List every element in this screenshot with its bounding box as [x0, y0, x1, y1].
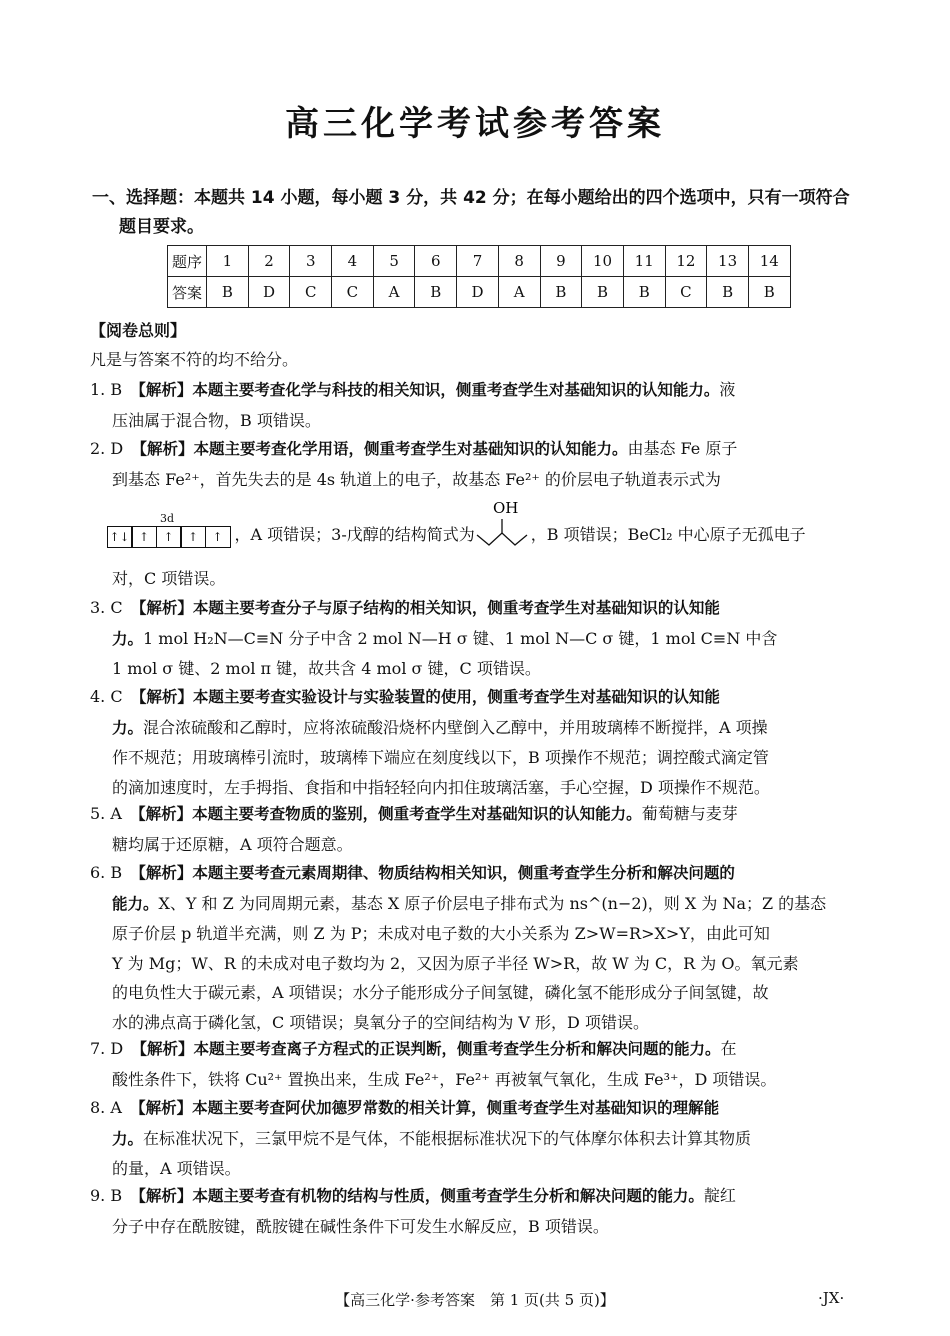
answer-cell: B	[540, 277, 582, 308]
item-number: 6. B	[90, 863, 123, 882]
oh-label: OH	[492, 500, 519, 517]
answer-table-number-row	[168, 246, 791, 277]
answer-cell: C	[332, 277, 374, 308]
item-text: ，B 项错误；BeCl₂ 中心原子无孤电子	[530, 525, 806, 544]
item-text: 的滴加速度时，左手拇指、食指和中指轻轻向内扣住玻璃活塞，手心空握，D 项操作不规范。	[112, 777, 770, 797]
explanation-item-9	[90, 1181, 862, 1241]
explanation-item-8	[90, 1093, 862, 1184]
item-number: 4. C	[90, 687, 123, 706]
explanation-item-2-tail: 对，C 项错误。	[112, 569, 226, 588]
item-number: 1. B	[90, 380, 123, 399]
answer-cell: B	[623, 277, 665, 308]
item-text: 原子价层 p 轨道半充满，则 Z 为 P；未成对电子数的大小关系为 Z>W=R>X>Y，由此可知	[112, 924, 770, 943]
item-text: 的量，A 项错误。	[112, 1159, 241, 1178]
section-heading-line2: 题目要求。	[119, 217, 204, 237]
grading-text: 凡是与答案不符的均不给分。	[90, 350, 299, 369]
item-analysis-bold: 能力。	[112, 894, 159, 913]
pentanol-structure	[475, 500, 531, 551]
item-number: 5. A	[90, 804, 122, 823]
question-number-cell: 3	[290, 246, 332, 277]
question-number-cell: 6	[415, 246, 457, 277]
item-text: ，A 项错误；3-戊醇的结构简式为	[234, 525, 475, 544]
item-analysis-bold: 力。	[112, 718, 144, 737]
explanation-item-2	[90, 434, 862, 494]
item-analysis-bold: 【解析】本题主要考查物质的鉴别，侧重考查学生对基础知识的认知能力。	[137, 805, 642, 823]
answer-cell: B	[582, 277, 624, 308]
item-analysis-bold: 力。	[112, 629, 144, 648]
answer-table-answer-row	[168, 277, 791, 308]
answer-row-header: 答案	[168, 277, 207, 308]
item-analysis-bold: 【解析】本题主要考查实验设计与实验装置的使用，侧重考查学生对基础知识的认知能	[138, 688, 720, 706]
answer-cell: B	[207, 277, 249, 308]
item-line	[90, 624, 862, 655]
item-text: 由基态 Fe 原子	[627, 439, 738, 458]
question-number-cell: 12	[665, 246, 707, 277]
item-text: 在标准状况下，三氯甲烷不是气体，不能根据标准状况下的气体摩尔体积去计算其物质	[143, 1128, 752, 1148]
item-text: 葡萄糖与麦芽	[641, 804, 738, 823]
question-number-cell: 8	[498, 246, 540, 277]
item-analysis-bold: 【解析】本题主要考查阿伏加德罗常数的相关计算，侧重考查学生对基础知识的理解能	[137, 1099, 720, 1117]
explanation-item-4	[90, 682, 862, 802]
orbital-box: ↑↓	[107, 526, 133, 548]
answer-cell: B	[748, 277, 790, 308]
orbital-box: ↑	[180, 526, 206, 548]
explanation-item-7	[90, 1034, 862, 1094]
answer-table	[167, 245, 791, 308]
item-number: 2. D	[90, 439, 124, 458]
question-number-cell: 4	[332, 246, 374, 277]
page-title: 高三化学考试参考答案	[285, 104, 665, 144]
item-text: X、Y 和 Z 为同周期元素，基态 X 原子价层电子排布式为 ns^(n−2)，则 X 为 Na；Z 的基态	[158, 893, 827, 913]
item-analysis-bold: 【解析】本题主要考查元素周期律、物质结构相关知识，侧重考查学生分析和解决问题的	[138, 864, 735, 882]
question-number-cell: 13	[707, 246, 749, 277]
answer-cell: B	[707, 277, 749, 308]
item-analysis-bold: 【解析】本题主要考查离子方程式的正误判断，侧重考查学生分析和解决问题的能力。	[139, 1040, 721, 1058]
item-text: 1 mol σ 键、2 mol π 键，故共含 4 mol σ 键，C 项错误。	[112, 659, 541, 678]
section-heading	[92, 184, 862, 242]
question-number-cell: 10	[582, 246, 624, 277]
item-text: 液	[719, 380, 736, 399]
item-analysis-bold: 【解析】本题主要考查分子与原子结构的相关知识，侧重考查学生对基础知识的认知能	[138, 599, 720, 617]
grading-heading: 【阅卷总则】	[90, 321, 187, 340]
answer-cell: D	[457, 277, 499, 308]
item-analysis-bold: 【解析】本题主要考查化学与科技的相关知识，侧重考查学生对基础知识的认知能力。	[138, 381, 720, 399]
item-analysis-bold: 力。	[112, 1129, 144, 1148]
answer-cell: A	[373, 277, 415, 308]
item-number: 9. B	[90, 1186, 123, 1205]
item-text: 酸性条件下，铁将 Cu²⁺ 置换出来，生成 Fe²⁺，Fe²⁺ 再被氧气氧化，生成 Fe³⁺，D 项错误。	[112, 1069, 777, 1089]
item-text: 分子中存在酰胺键，酰胺键在碱性条件下可发生水解反应，B 项错误。	[112, 1216, 609, 1236]
explanation-item-3	[90, 593, 862, 684]
item-line	[90, 889, 862, 920]
explanation-item-6	[90, 858, 862, 1037]
section-heading-line1: 一、选择题：本题共 14 小题，每小题 3 分，共 42 分；在每小题给出的四个选项中，只有一项符合	[92, 188, 850, 208]
orbital-label: 3d	[160, 511, 175, 525]
answer-cell: A	[498, 277, 540, 308]
item-text: 到基态 Fe²⁺，首先失去的是 4s 轨道上的电子，故基态 Fe²⁺ 的价层电子轨道表示式为	[112, 469, 721, 489]
item-analysis-bold: 【解析】本题主要考查化学用语，侧重考查学生对基础知识的认知能力。	[139, 440, 628, 458]
number-row-header: 题序	[168, 246, 207, 277]
item-line	[90, 713, 862, 744]
answer-cell: B	[415, 277, 457, 308]
question-number-cell: 2	[248, 246, 290, 277]
question-number-cell: 9	[540, 246, 582, 277]
footer-code: ·JX·	[818, 1289, 845, 1307]
item-number: 7. D	[90, 1039, 124, 1058]
item-text: 1 mol H₂N—C≡N 分子中含 2 mol N—H σ 键、1 mol N—C σ 键，1 mol C≡N 中含	[143, 628, 778, 648]
item-number: 3. C	[90, 598, 123, 617]
explanation-item-5	[90, 799, 862, 859]
orbital-box: ↑	[131, 526, 157, 548]
question-number-cell: 11	[623, 246, 665, 277]
answer-cell: C	[290, 277, 332, 308]
item-text: 作不规范；用玻璃棒引流时，玻璃棒下端应在刻度线以下，B 项操作不规范；调控酸式滴定管	[112, 748, 769, 767]
item-line	[90, 1124, 862, 1155]
item-text: 在	[720, 1039, 737, 1058]
question-number-cell: 14	[748, 246, 790, 277]
explanation-item-2-formula-line	[108, 500, 868, 551]
question-number-cell: 7	[457, 246, 499, 277]
item-text: 水的沸点高于磷化氢，C 项错误；臭氧分子的空间结构为 V 形，D 项错误。	[112, 1012, 649, 1032]
page-footer: 【高三化学·参考答案 第 1 页(共 5 页)】	[335, 1291, 615, 1309]
item-text: 混合浓硫酸和乙醇时，应将浓硫酸沿烧杯内壁倒入乙醇中，并用玻璃棒不断搅拌，A 项操	[143, 717, 768, 737]
question-number-cell: 1	[207, 246, 249, 277]
answer-cell: C	[665, 277, 707, 308]
question-number-cell: 5	[373, 246, 415, 277]
item-number: 8. A	[90, 1098, 122, 1117]
orbital-box: ↑	[205, 526, 231, 548]
item-text: Y 为 Mg；W、R 的未成对电子数均为 2，又因为原子半径 W>R，故 W 为 C，R 为 O。氧元素	[112, 953, 799, 973]
item-analysis-bold: 【解析】本题主要考查有机物的结构与性质，侧重考查学生分析和解决问题的能力。	[138, 1187, 704, 1205]
item-text: 靛红	[703, 1186, 736, 1205]
orbital-diagram	[108, 511, 231, 551]
item-text: 的电负性大于碳元素，A 项错误；水分子能形成分子间氢键，磷化氢不能形成分子间氢键，故	[112, 983, 769, 1002]
answer-cell: D	[248, 277, 290, 308]
item-text: 压油属于混合物，B 项错误。	[112, 410, 321, 430]
explanation-item-1	[90, 375, 862, 435]
orbital-box: ↑	[156, 526, 182, 548]
item-text: 糖均属于还原糖，A 项符合题意。	[112, 834, 353, 854]
